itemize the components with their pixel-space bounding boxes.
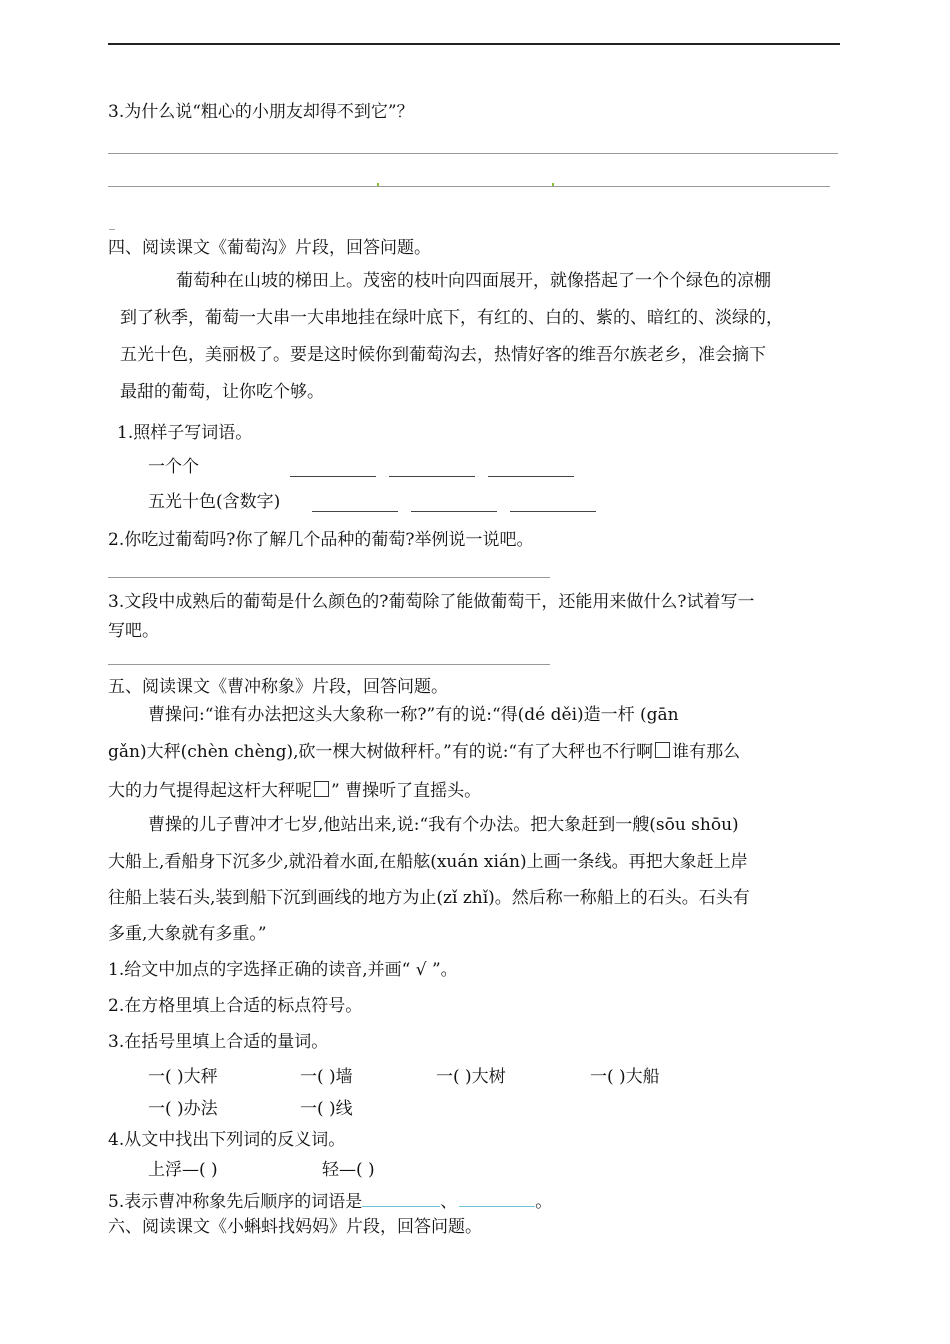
sec4-question-2: 2.你吃过葡萄吗?你了解几个品种的葡萄?举例说一说吧。 [108, 530, 534, 550]
section-6-title: 六、阅读课文《小蝌蚪找妈妈》片段，回答问题。 [108, 1217, 482, 1237]
blank[interactable] [459, 1188, 535, 1207]
passage-text: ” 曹操听了直摇头。 [331, 781, 482, 801]
sec4-q1-row1-blanks [290, 458, 574, 481]
green-mark [377, 183, 379, 186]
blank[interactable] [488, 458, 574, 477]
sec4-question-3-cont: 写吧。 [108, 621, 159, 641]
sec5-question-1: 1.给文中加点的字选择正确的读音,并画“ √ ”。 [108, 960, 458, 980]
blank[interactable] [290, 458, 376, 477]
sec5-question-2: 2.在方格里填上合适的标点符号。 [108, 996, 363, 1016]
passage-line: 五光十色，美丽极了。要是这时候你到葡萄沟去，热情好客的维吾尔族老乡，准会摘下 [120, 345, 766, 365]
sec5-question-3: 3.在括号里填上合适的量词。 [108, 1032, 329, 1052]
question-text: 5.表示曹冲称象先后顺序的词语是 [108, 1192, 363, 1212]
passage-line: 到了秋季，葡萄一大串一大串地挂在绿叶底下，有红的、白的、紫的、暗红的、淡绿的， [120, 308, 783, 328]
dash-mark: _ [109, 216, 115, 230]
measure-word-item[interactable]: 一( )大船 [590, 1067, 660, 1087]
sec5-question-5 [108, 1188, 552, 1213]
sec4-q1-row2-label: 五光十色(含数字) [148, 492, 281, 512]
green-mark [552, 183, 554, 186]
blank[interactable] [362, 1188, 440, 1207]
antonym-item[interactable]: 上浮—( ) [148, 1160, 218, 1180]
blank[interactable] [510, 493, 596, 512]
passage-line: 往船上装石头,装到船下沉到画线的地方为止(zǐ zhǐ)。然后称一称船上的石头。石头有 [108, 888, 750, 908]
answer-line [108, 186, 830, 187]
passage-line: 曹操的儿子曹冲才七岁,他站出来,说:“我有个办法。把大象赶到一艘(sōu shōu) [148, 815, 739, 835]
punctuation-box[interactable] [314, 781, 329, 797]
measure-word-item[interactable]: 一( )办法 [148, 1099, 218, 1119]
passage-line [108, 741, 740, 763]
top-rule [108, 43, 840, 45]
sec4-question-1: 1.照样子写词语。 [117, 423, 253, 443]
passage-line: 多重,大象就有多重。” [108, 924, 267, 944]
antonym-item[interactable]: 轻—( ) [322, 1160, 375, 1180]
question-3-prev: 3.为什么说“粗心的小朋友却得不到它”？ [108, 102, 414, 122]
section-4-title: 四、阅读课文《葡萄沟》片段，回答问题。 [108, 238, 431, 258]
blank[interactable] [389, 458, 475, 477]
passage-text: 大的力气提得起这杆大秤呢 [108, 781, 312, 801]
measure-word-item[interactable]: 一( )大树 [436, 1067, 506, 1087]
answer-line [108, 153, 838, 154]
answer-line[interactable] [108, 577, 550, 578]
separator: 、 [440, 1192, 458, 1212]
section-5-title: 五、阅读课文《曹冲称象》片段，回答问题。 [108, 677, 448, 697]
sec4-q1-row2-blanks [312, 493, 596, 516]
passage-line: 葡萄种在山坡的梯田上。茂密的枝叶向四面展开，就像搭起了一个个绿色的凉棚 [176, 271, 771, 291]
measure-word-item[interactable]: 一( )线 [300, 1099, 353, 1119]
punctuation-box[interactable] [655, 742, 670, 758]
sec4-q1-row1-label: 一个个 [148, 457, 199, 477]
period: 。 [535, 1192, 553, 1212]
passage-line [108, 780, 481, 802]
sec4-question-3: 3.文段中成熟后的葡萄是什么颜色的?葡萄除了能做葡萄干，还能用来做什么?试着写一 [108, 592, 755, 612]
sec5-question-4: 4.从文中找出下列词的反义词。 [108, 1130, 346, 1150]
blank[interactable] [411, 493, 497, 512]
measure-word-item[interactable]: 一( )墙 [300, 1067, 353, 1087]
passage-text: 谁有那么 [672, 742, 741, 762]
measure-word-item[interactable]: 一( )大秤 [148, 1067, 218, 1087]
passage-line: 曹操问:“谁有办法把这头大象称一称?”有的说:“得(dé děi)造一杆 (gān [148, 705, 679, 725]
passage-line: 大船上,看船身下沉多少,就沿着水面,在船舷(xuán xián)上画一条线。再把大象赶上岸 [108, 852, 748, 872]
answer-line[interactable] [108, 664, 550, 665]
passage-line: 最甜的葡萄，让你吃个够。 [120, 382, 324, 402]
passage-text: gǎn)大秤(chèn chèng),砍一棵大树做秤杆。”有的说:“有了大秤也不行啊 [108, 742, 654, 762]
blank[interactable] [312, 493, 398, 512]
